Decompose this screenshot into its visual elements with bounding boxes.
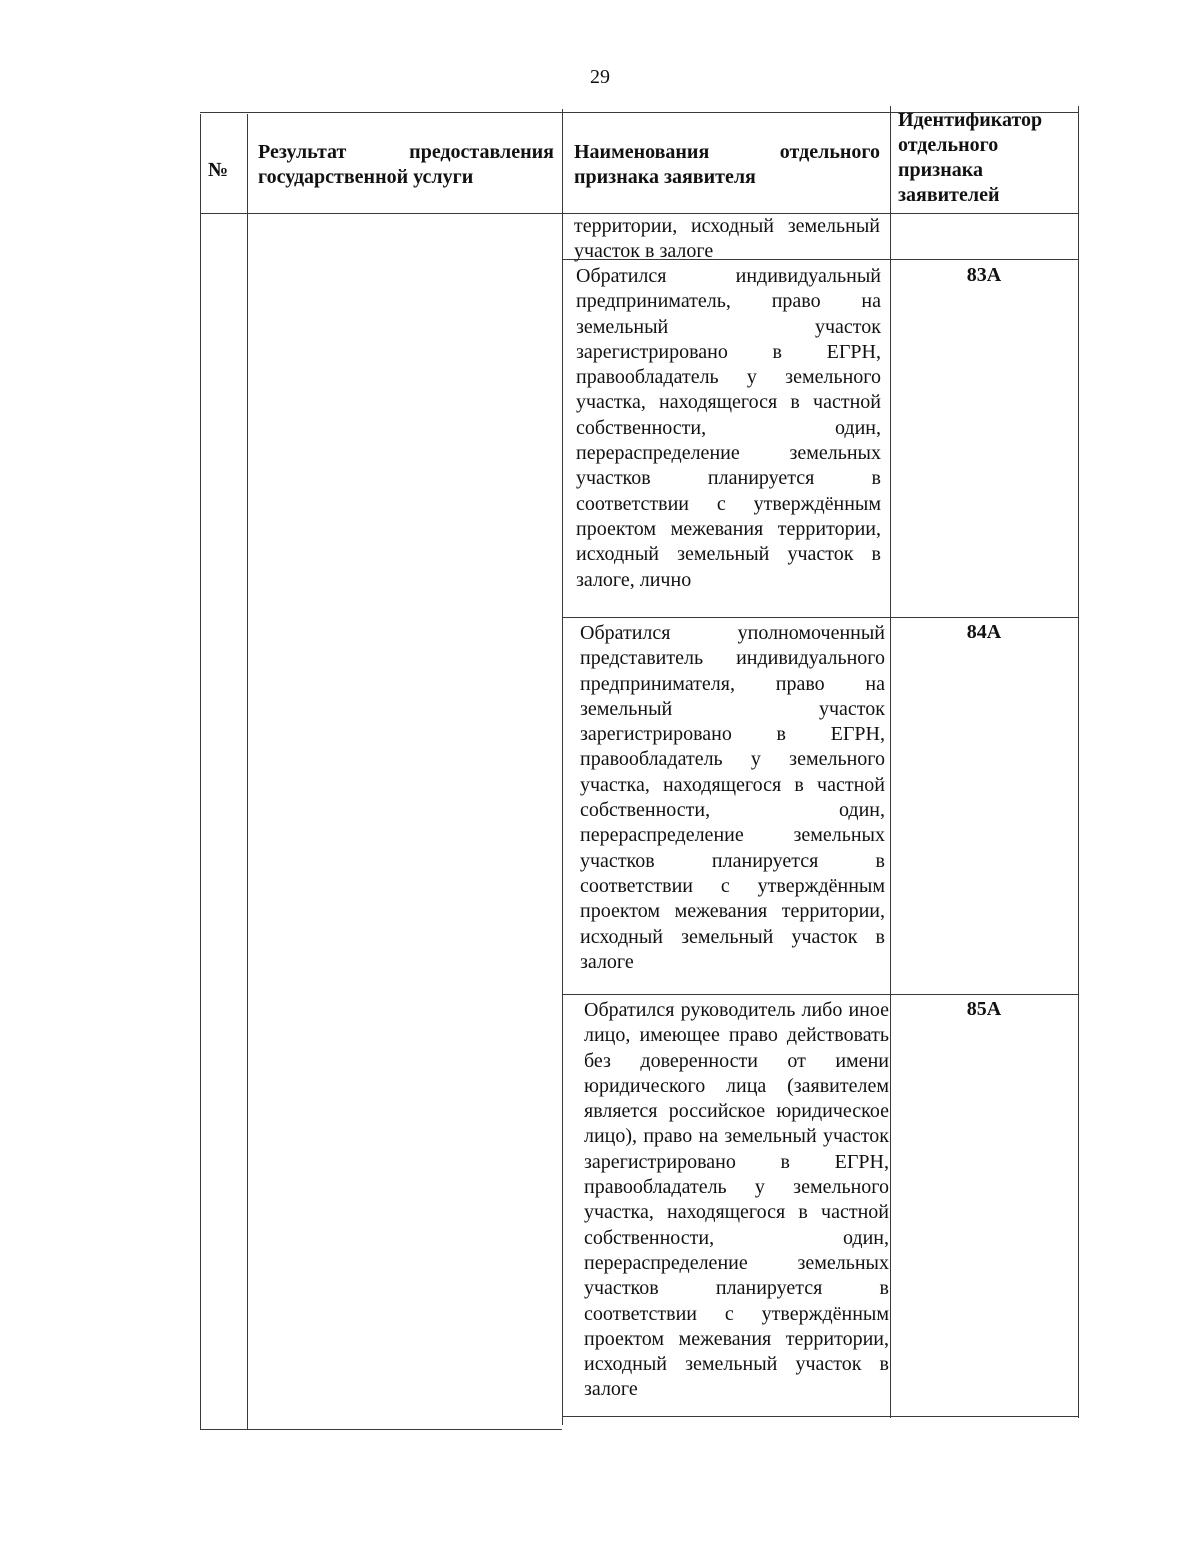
row-2-identifier: 84А bbox=[966, 621, 1002, 643]
header-identifier: Идентификатор отдельного признака заявителей bbox=[898, 109, 1043, 206]
table-border-right bbox=[1078, 106, 1079, 1418]
header-result: Результат предоставления государственной услуги bbox=[258, 141, 554, 188]
header-number: № bbox=[208, 159, 229, 181]
col-divider-2 bbox=[562, 109, 563, 1425]
row-1-feature-name: Обратился индивидуальный предприниматель, право на земельный участок зарегистрировано в ЕГРН, правообладатель у земельного участка, находящегося в частной собственности, один, перераспределение земельных участков планируется в соответствии с утверждённым проектом межевания территории, исходный земельный участок в залоге, лично bbox=[576, 265, 881, 591]
row-2-feature-name: Обратился уполномоченный представитель индивидуального предпринимателя, право на земельный участок зарегистрировано в ЕГРН, правообладатель у земельного участка, находящегося в частной собственности, один, перераспределение земельных участков планируется в соответствии с утверждённым проектом межевания территории, исходный земельный участок в залоге bbox=[580, 622, 885, 973]
col-divider-3 bbox=[890, 106, 891, 1418]
row-3-identifier: 85А bbox=[966, 998, 1002, 1020]
table-border-left bbox=[200, 114, 201, 1429]
col-divider-1 bbox=[247, 114, 248, 1429]
table-border-bottom-right bbox=[562, 1416, 1078, 1417]
row-3-feature-name: Обратился руководитель либо иное лицо, имеющее право действовать без доверенности от имени юридического лица (заявителем является российское юридическое лицо), право на земельный участок зарегистрировано в ЕГРН, правообладатель у земельного участка, находящегося в частной собственности, один, перераспределение земельных участков планируется в соответствии с утверждённым проектом межевания территории, исходный земельный участок в залоге bbox=[584, 999, 889, 1401]
header-feature-name: Наименования отдельного признака заявителя bbox=[574, 141, 880, 188]
table bbox=[200, 106, 1080, 1429]
page-number: 29 bbox=[590, 66, 610, 88]
row-divider-2 bbox=[562, 617, 1078, 618]
table-border-bottom-left bbox=[200, 1429, 562, 1430]
row-1-identifier: 83А bbox=[966, 264, 1002, 286]
row-divider-3 bbox=[562, 994, 1078, 995]
row-0-feature-name: территории, исходный земельный участок в залоге bbox=[574, 215, 880, 263]
